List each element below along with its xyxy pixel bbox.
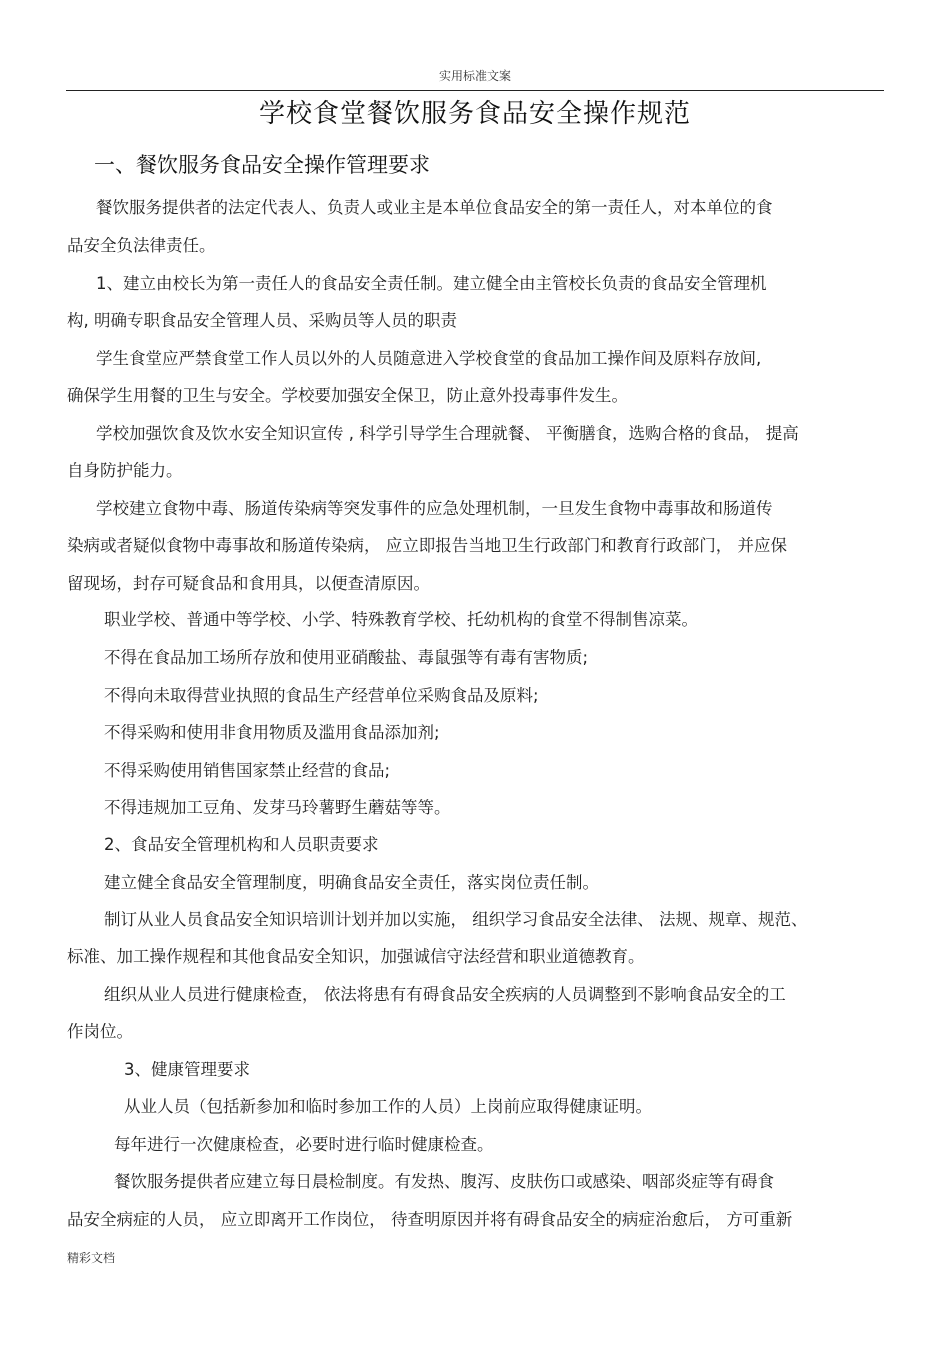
paragraph-line: 从业人员（包括新参加和临时参加工作的人员）上岗前应取得健康证明。 [124, 1097, 652, 1116]
paragraph-line: 留现场，封存可疑食品和食用具，以便查清原因。 [67, 574, 430, 593]
section-heading: 一、餐饮服务食品安全操作管理要求 [94, 153, 430, 177]
page-footer: 精彩文档 [67, 1251, 116, 1265]
paragraph-line: 职业学校、普通中等学校、小学、特殊教育学校、托幼机构的食堂不得制售凉菜。 [104, 610, 698, 629]
paragraph-line: 建立健全食品安全管理制度，明确食品安全责任，落实岗位责任制。 [104, 873, 599, 892]
paragraph-line: 不得采购使用销售国家禁止经营的食品; [104, 761, 391, 780]
paragraph-line: 自身防护能力。 [67, 461, 183, 480]
paragraph-line: 餐饮服务提供者的法定代表人、负责人或业主是本单位食品安全的第一责任人，对本单位的食 [96, 198, 773, 217]
paragraph-line: 不得向未取得营业执照的食品生产经营单位采购食品及原料; [104, 686, 539, 705]
paragraph-line: 不得违规加工豆角、发芽马玲薯野生蘑菇等等。 [104, 798, 451, 817]
paragraph-line: 学校建立食物中毒、肠道传染病等突发事件的应急处理机制，一旦发生食物中毒事故和肠道传 [96, 499, 773, 518]
paragraph-line: 学生食堂应严禁食堂工作人员以外的人员随意进入学校食堂的食品加工操作间及原料存放间, [96, 349, 762, 368]
paragraph-line: 不得在食品加工场所存放和使用亚硝酸盐、毒鼠强等有毒有害物质; [104, 648, 589, 667]
paragraph-line: 1、建立由校长为第一责任人的食品安全责任制。建立健全由主管校长负责的食品安全管理机 [96, 274, 767, 293]
paragraph-line: 学校加强饮食及饮水安全知识宣传 , 科学引导学生合理就餐、 平衡膳食，选购合格的食品， 提高 [96, 424, 799, 443]
header-divider [66, 90, 884, 91]
page-header: 实用标准文案 [438, 69, 511, 83]
paragraph-line: 构, 明确专职食品安全管理人员、采购员等人员的职责 [67, 311, 457, 330]
paragraph-line: 品安全病症的人员， 应立即离开工作岗位， 待查明原因并将有碍食品安全的病症治愈后， 方可重新 [67, 1210, 793, 1229]
paragraph-line: 染病或者疑似食物中毒事故和肠道传染病， 应立即报告当地卫生行政部门和教育行政部门， 并应保 [67, 536, 787, 555]
paragraph-line: 餐饮服务提供者应建立每日晨检制度。有发热、腹泻、皮肤伤口或感染、咽部炎症等有碍食 [114, 1172, 774, 1191]
paragraph-line: 每年进行一次健康检查，必要时进行临时健康检查。 [114, 1135, 494, 1154]
document-title: 学校食堂餐饮服务食品安全操作规范 [258, 99, 691, 129]
paragraph-line: 不得采购和使用非食用物质及滥用食品添加剂; [104, 723, 440, 742]
paragraph-line: 制订从业人员食品安全知识培训计划并加以实施， 组织学习食品安全法律、 法规、规章、规范、 [104, 910, 808, 929]
paragraph-line: 确保学生用餐的卫生与安全。学校要加强安全保卫，防止意外投毒事件发生。 [67, 386, 628, 405]
paragraph-line: 组织从业人员进行健康检查， 依法将患有有碍食品安全疾病的人员调整到不影响食品安全的工 [104, 985, 786, 1004]
paragraph-line: 作岗位。 [67, 1022, 133, 1041]
paragraph-line: 3、健康管理要求 [124, 1060, 250, 1079]
paragraph-line: 标准、加工操作规程和其他食品安全知识，加强诚信守法经营和职业道德教育。 [67, 947, 645, 966]
paragraph-line: 品安全负法律责任。 [67, 236, 216, 255]
paragraph-line: 2、食品安全管理机构和人员职责要求 [104, 835, 379, 854]
